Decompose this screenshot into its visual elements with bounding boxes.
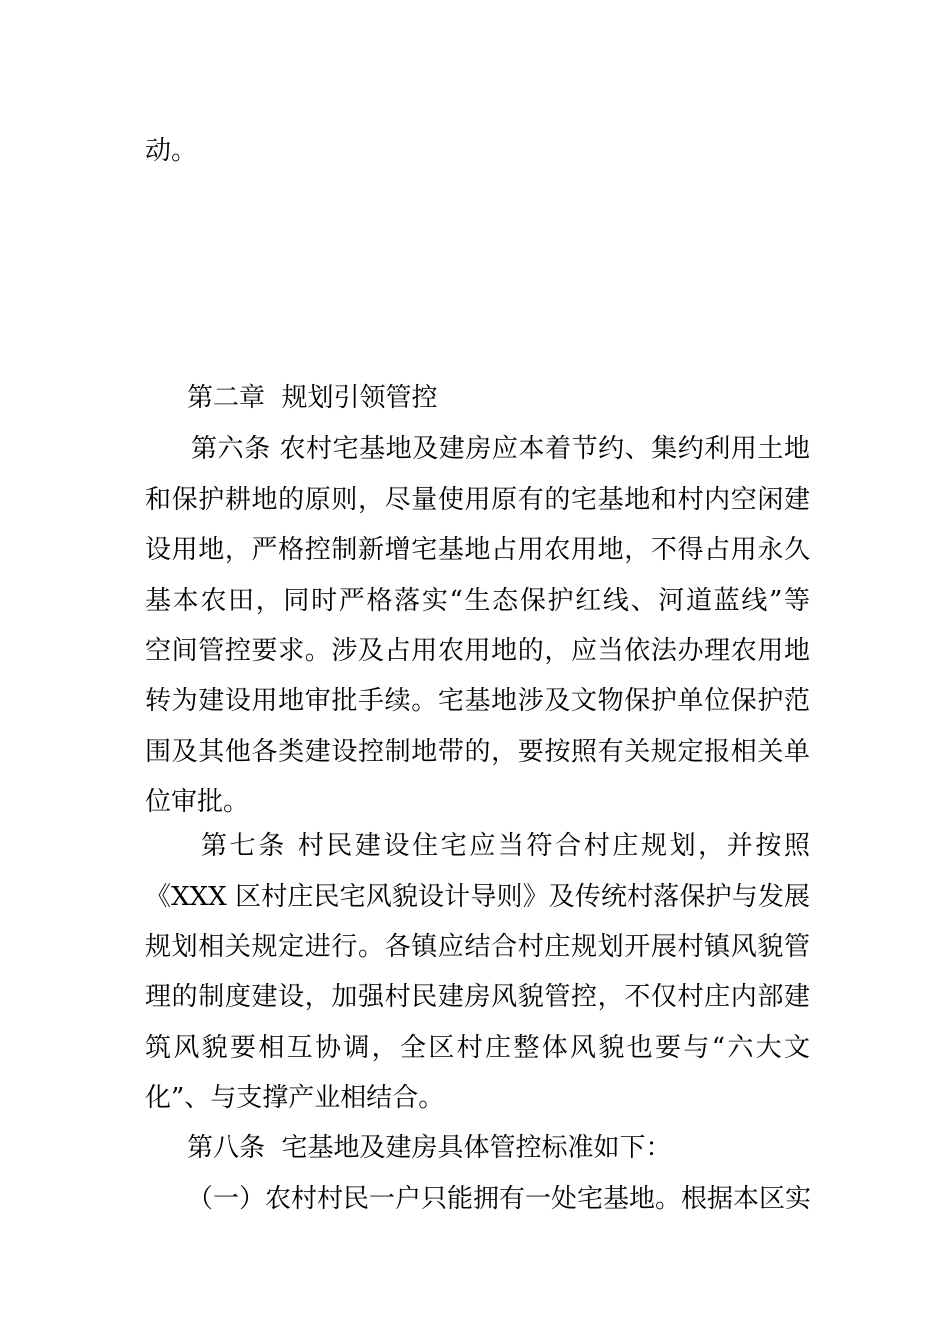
- article6-line-3: 设用地，严格控制新增宅基地占用农用地，不得占用永久: [145, 535, 810, 565]
- article7-line-4: 理的制度建设，加强村民建房风貌管控，不仅村庄内部建: [145, 982, 810, 1012]
- article6-line-7: 围及其他各类建设控制地带的，要按照有关规定报相关单: [145, 737, 810, 767]
- article6-line-1: 第六条 农村宅基地及建房应本着节约、集约利用土地: [191, 434, 810, 464]
- chapter-title: 第二章 规划引领管控: [187, 383, 438, 413]
- article6-line-4: 基本农田，同时严格落实“生态保护红线、河道蓝线”等: [145, 586, 810, 616]
- article8-item1: （一）农村村民一户只能拥有一处宅基地。根据本区实: [187, 1184, 812, 1214]
- article6-line-5: 空间管控要求。涉及占用农用地的，应当依法办理农用地: [145, 636, 810, 666]
- article6-line-8: 位审批。: [145, 787, 250, 817]
- article8-title: 第八条 宅基地及建房具体管控标准如下：: [187, 1133, 672, 1163]
- article6-line-2: 和保护耕地的原则，尽量使用原有的宅基地和村内空闲建: [145, 485, 810, 515]
- article7-line-1: 第七条 村民建设住宅应当符合村庄规划，并按照: [201, 831, 810, 861]
- article6-line-6: 转为建设用地审批手续。宅基地涉及文物保护单位保护范: [145, 686, 810, 716]
- article7-line-5: 筑风貌要相互协调，全区村庄整体风貌也要与“六大文: [145, 1033, 810, 1063]
- article7-line-6: 化”、与支撑产业相结合。: [145, 1083, 445, 1113]
- article7-line-3: 规划相关规定进行。各镇应结合村庄规划开展村镇风貌管: [145, 932, 810, 962]
- fragment-top-line: 动。: [145, 136, 198, 166]
- article7-line-2: 《XXX 区村庄民宅风貌设计导则》及传统村落保护与发展: [145, 882, 810, 912]
